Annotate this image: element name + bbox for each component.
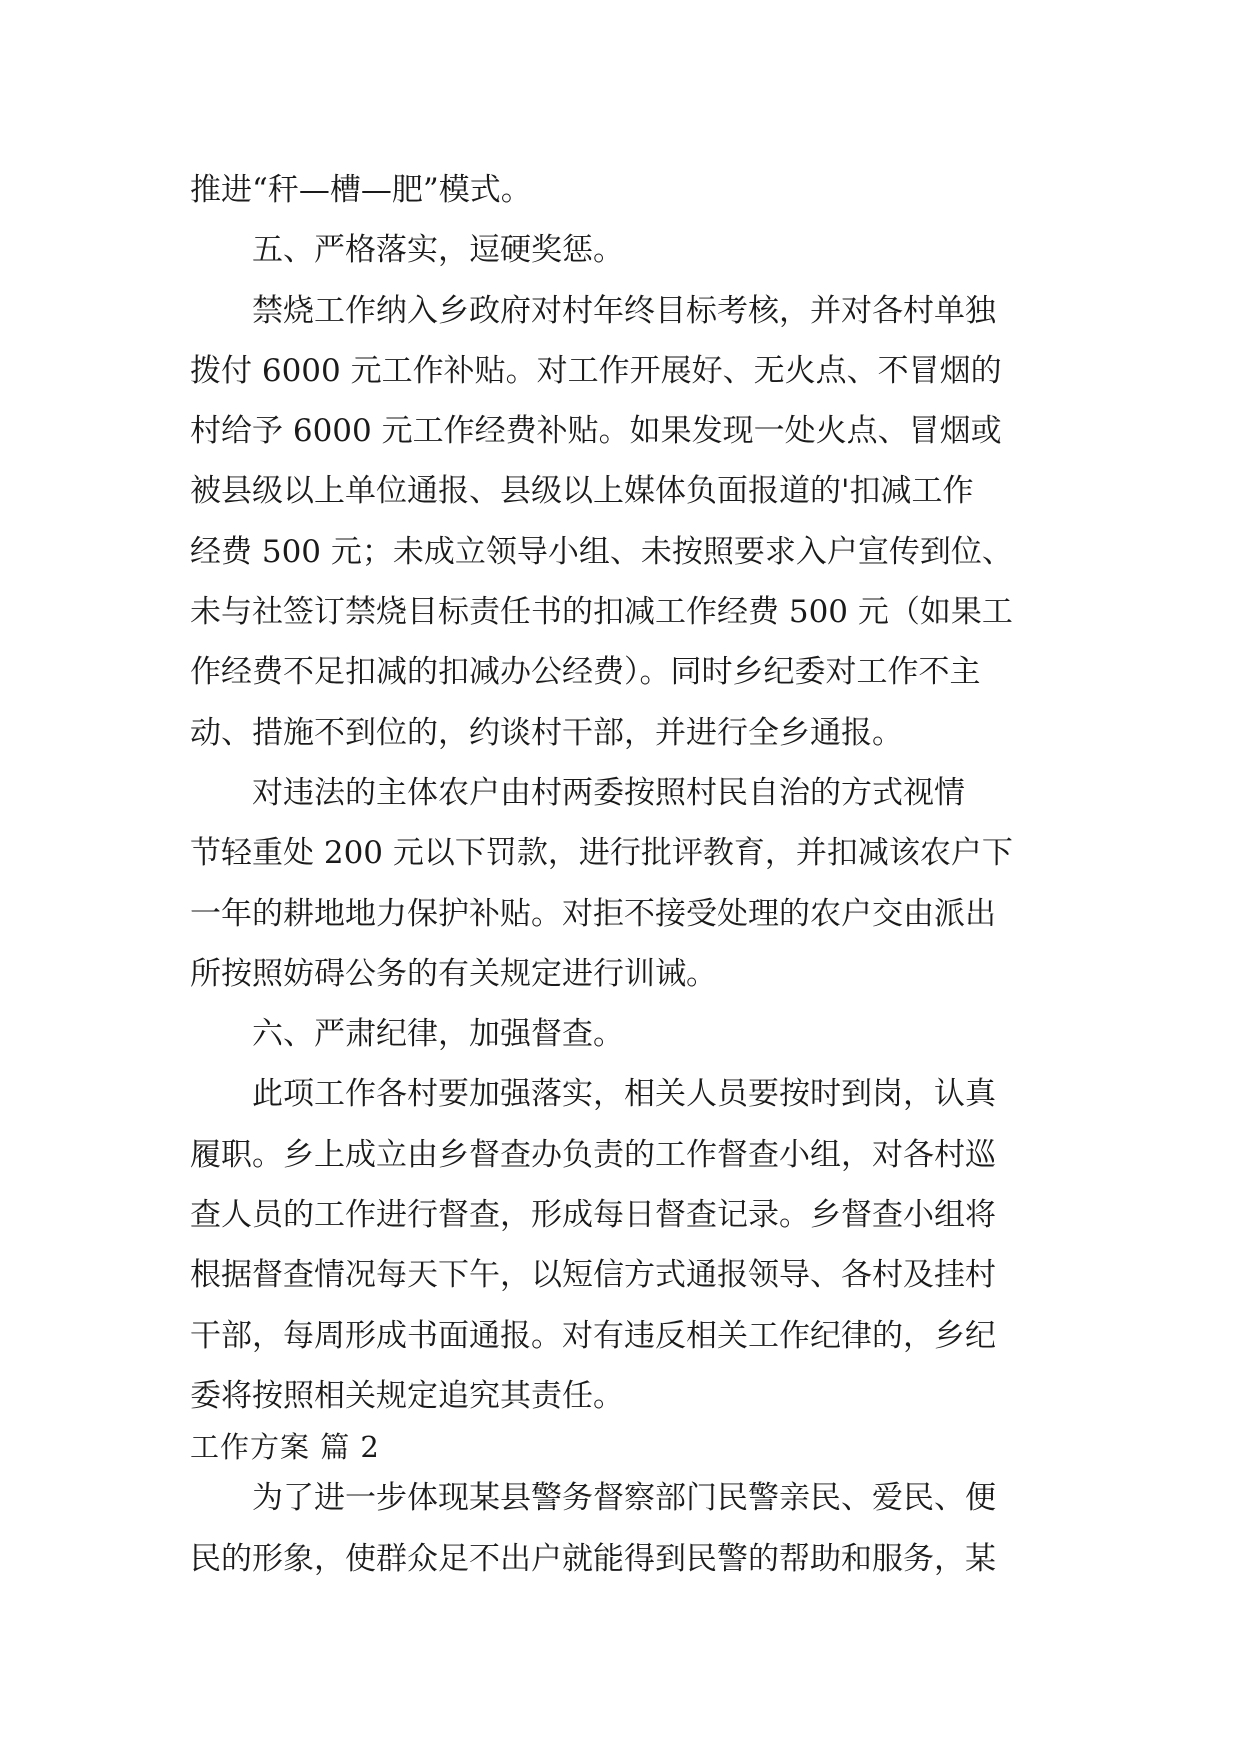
body-line: 推进“秆—槽—肥”模式。: [190, 172, 532, 208]
paragraph-start: 对违法的主体农户由村两委按照村民自治的方式视情: [252, 774, 965, 811]
paragraph-start: 此项工作各村要加强落实，相关人员要按时到岗，认真: [252, 1076, 996, 1113]
body-line: 动、措施不到位的，约谈村干部，并进行全乡通报。: [190, 714, 903, 751]
section-heading: 六、严肃纪律，加强督查。: [252, 1016, 624, 1053]
body-line: 履职。乡上成立由乡督查办负责的工作督查小组，对各村巡: [190, 1136, 996, 1173]
body-line: 作经费不足扣减的扣减办公经费）。同时乡纪委对工作不主: [190, 654, 981, 691]
body-line: 未与社签订禁烧目标责任书的扣减工作经费 500 元（如果工: [190, 594, 1013, 631]
body-line: 委将按照相关规定追究其责任。: [190, 1377, 624, 1414]
body-line: 民的形象，使群众足不出户就能得到民警的帮助和服务，某: [190, 1540, 996, 1577]
body-line: 干部，每周形成书面通报。对有违反相关工作纪律的，乡纪: [190, 1317, 996, 1354]
section-heading: 五、严格落实，逗硬奖惩。: [252, 232, 624, 269]
paragraph-start: 禁烧工作纳入乡政府对村年终目标考核，并对各村单独: [252, 292, 996, 329]
paragraph-start: 为了进一步体现某县警务督察部门民警亲民、爱民、便: [252, 1480, 996, 1517]
plan-heading: 工作方案 篇 2: [190, 1430, 380, 1465]
body-line: 节轻重处 200 元以下罚款，进行批评教育，并扣减该农户下: [190, 835, 1013, 872]
body-line: 村给予 6000 元工作经费补贴。如果发现一处火点、冒烟或: [190, 413, 1002, 450]
body-line: 经费 500 元；未成立领导小组、未按照要求入户宣传到位、: [190, 533, 1013, 570]
body-line: 根据督查情况每天下午，以短信方式通报领导、各村及挂村: [190, 1257, 996, 1294]
document-body: [190, 160, 1050, 1589]
body-line: 拨付 6000 元工作补贴。对工作开展好、无火点、不冒烟的: [190, 352, 1002, 389]
body-line: 查人员的工作进行督查，形成每日督查记录。乡督查小组将: [190, 1197, 996, 1234]
body-line: 所按照妨碍公务的有关规定进行训诫。: [190, 955, 717, 992]
body-line: 被县级以上单位通报、县级以上媒体负面报道的'扣减工作: [190, 473, 974, 510]
body-line: 一年的耕地地力保护补贴。对拒不接受处理的农户交由派出: [190, 895, 996, 932]
